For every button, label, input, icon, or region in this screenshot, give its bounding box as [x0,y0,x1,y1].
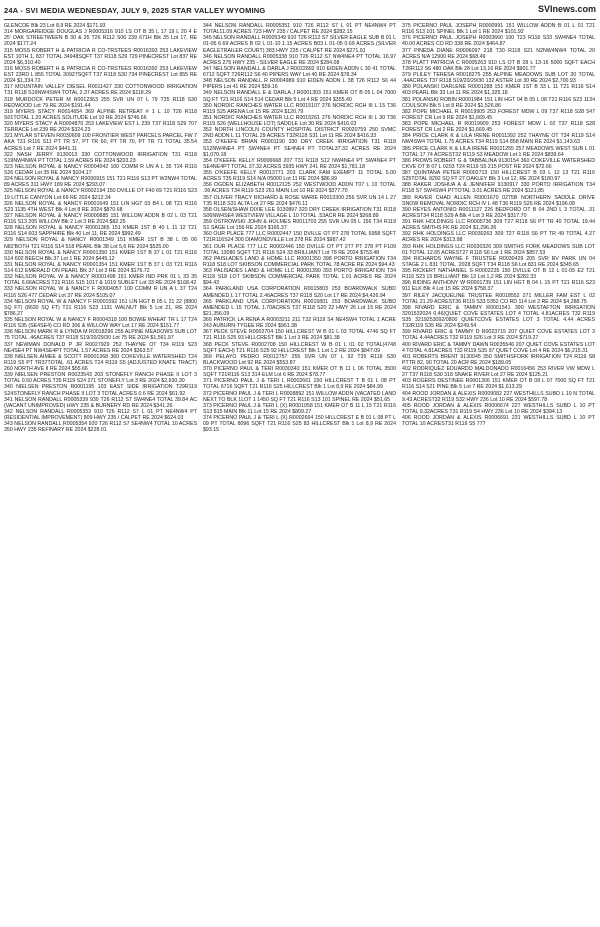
tax-listing-entry: 391 RHK HOLDINGS LLC R0005736 309 T27 R118 S6 PT TR 40 TOTAL 19.44 ACRES SMITHS FK RE 2024 $1,296.36 [402,219,595,232]
tax-listing-entry: 343 NELSON RANDALL R0005354 920 T26 R112 S7 SE4NW4 TOTAL 10 ACRES 350 HWY 235 REFINARY RE 2024 $228.01 [4,421,197,434]
tax-listing-entry: GLENCOE Blk 23 Lot 8,9 RE 2024 $171.93 [4,23,106,29]
tax-listing-entry: 379 PLILEY TERESA R0018275 255 ALPINE MEADOWS SUB LOT 30 TOTAL .44ACRES T37 R118 S19/20/29/30 132 ASTER Lot 30 RE 2024 $2,700.93 [402,72,595,85]
tax-listing-entry: 358 OLSEN/SHAW DIXIE LEE 9130897 320 DRY CREEK IRRIGATION T31 R118 S06NW4SE4 WESTVIEW VILLAGE L 10 TOTAL .53ACR RE 2024 $268.89 [203,206,396,219]
header-section-date: 24A - SVI MEDIA WEDNESDAY, JULY 9, 2025 STAR VALLEY WYOMING [4,6,266,15]
tax-listing-entry: 319 MYERS STACY R0014654 369 ALPINE RETREAT # 1 L 10 T26 R118 S01TOTAL 1.20 ACRES SOLITUDE Lot 10 RE 2024 $746.66 [4,108,197,121]
column-3 [402,23,595,923]
tax-listing-entry: 341 NELSON RANDALL R0005339 930 T26 R112 S7 SW4NE4 TOTAL 39.84 AC (VACANT UNIMPROVED) HWY 235 & BURNERY RD RE 2024 $341.26 [4,396,197,409]
tax-listing-entry: 386 PROWS ROBERT G & TABBALINA 9130154 360 COKEVILLE WATERSHED CKVE OT B 07 L 0203 T24 R119 S5 215 POST RE 2024 $72.66 [402,157,595,170]
tax-listing-entry: 329 NELSON ROYAL & NANCY R0001349 151 KMER 1ST B 38 L 05 06 N82'BOTH T21 R116 S14 518 PEARL Blk 38 Lot 5,6 RE 2024 $525.00 [4,237,197,250]
tax-listing-entry: 395 RICKERT NATHANIEL S R0002235 150 DVILLE OT B 12 L 01-05 E2 T21 R116 S23 15 BRILLIANT Blk 12 Lot 1,2 RE 2024 $282.33 [402,268,595,281]
tax-listing-entry: 326 NELSON ROYAL & NANCY R0001649 151 LIN HGT 03 B4 L 08 T21 R116 S23 1135 4TH WEST Blk 4 Lot 8 RE 2024 $870.68 [4,200,197,213]
tax-listing-entry: 383 POPE MICHAEL R R0019909 253 FOREST MDW L 02 T37 R118 S28 FOREST CR Lot 2 RE 2024 $1,669.45 [402,121,595,134]
tax-listing-entry: 380 POLANSKI DARLENE R0001288 151 KMER 1ST B 33 L 11 T21 R116 S14 403 PEARL Blk 33 Lot 11 RE 2024 $1,325.18 [402,84,595,97]
tax-listing-entry: 325 NELSON ROYAL & NANCY R0002194 150 DVILLE OT F40 69 T21 R116 S23 19 LITTLE CANYON Lot 69 RE 2024 $212.34 [4,188,197,201]
tax-listing-entry: 318 MURDOCK PETER M R0012363 255 SVR UN 07 L 79 T35 R118 S30 REDWOOD Lot 79 RE 2024 $191.44 [4,96,197,109]
tax-listing-entry: 346 NELSON RANDALL R0005338 910 T26 R112 S7 NW4NE4 PT TOTAL 16.97 ACRES 275 HWY 235 - SILVER EAGLE RE 2024 $284.08 [203,53,396,66]
tax-listing-entry: 352 NORTH LINCOLN COUNTY HOSPITAL DISTRICT R0020759 250 SVMC 2ND ADDN L 11 TOTAL 29 ACRES T32R118 S31 Lot 11 RE 2024 $416.33 [203,127,396,140]
tax-listing-entry: 317 MOUNTAIN VALLEY DIESEL R0011427 330 COTTONWOOD IRRIGATION T31 R118 S19NW4SW4 TOTAL 2.37 ACRES RE 2024 $118.29 [4,84,197,97]
tax-listing-entry: 355 O'KEEFE KELLY R0013771 203 CLARK FAM EXEMPT 11 TOTAL 5.00 ACRES T35 R119 S14 N/A 05000 Lot 11 RE 2024 $86.99 [203,170,396,183]
tax-listing-entry: 396 RIDING ANTHONY W R0001739 151 LIN HGT B 04 L 15 PT T21 R116 S23 911 ELK Blk 4 Lot 15 RE 2024 $758.37 [402,280,595,293]
tax-listing-entry: 324 NELSON ROYAL & NANCY R0000915 151 T21 R116 S13 PT W2NW4 TOTAL 89 ACRES 311 HWY 189 RE 2024 $293.07 [4,176,197,189]
tax-listing-entry: 321 MYLAR STEVEN R0030609 100 FRONTIER WEST PARCELS PARCEL FW 7 AKA T31 R116 S11 PT TR 57, PT TR 60, PT TR 70, PT TR 71 TOTAL 35.54 ACRES Lot 7 RE 2024 $441.11 [4,133,197,152]
tax-listing-entry: 339 NIELSEN PRESTON R0023543 203 STONEFLY RANCH PHASE II LOT 3 TOTAL 0.50 ACRES T35 R119 S24 271 STONEFLY Lot 3 RE 2024 $2,630.30 [4,372,197,385]
tax-listing-entry: 403 ROGERS DESTINEE R0001306 151 KMER OT B 08 L 07 7000 SQ FT T21 R116 S14 521 PINE Blk 5 Lot 7 RE 2024 $1,613.29 [402,378,595,391]
tax-listing-entry: 405 ROOD JORDAN & ALEXIS R0006674 227 WESTHILLS SUBD L 10 PT TOTAL 9.32ACRES T31 R119 S4 HWY 236 Lot 10 RE 2024 $394.13 [402,402,595,415]
page-header [4,4,596,18]
tax-listing-entry: 387 QUINTANA PETER R0002713 150 HILLCREST B 03 L 12 13 T21 R116 S25TOTAL 9292 SQ FT 27 OAKLEY Blk 3 Lot 12, RE 2024 $180.97 [402,170,595,183]
tax-listing-entry: 342 NELSON RANDALL R0005353 910 T26 R112 S7 L 01 PT NE4NW4 PT (RESIDENTIAL IMPROVEMENT) 809 HWY 235 / CALPET RE 2024 $624.03 [4,408,197,421]
tax-listing-entry: 348 NELSON RANDALL R R0004989 910 EIDEN ADDN L 38 T26 R112 S6 44 PIPERS Lot 41 RE 2024 $59.16 [203,78,396,91]
tax-listing-entry: 372 PICERNO PAUL J & TERI L R0008892 151 WILLOW ADDN (VACATED LAND NEXT TO BLK 1LOT 1 1450 SQ FT T21 R116 S13 101 SPINEL RE 2024 $51.65 [203,390,396,403]
tax-listing-entry: 360 OUR PLACE 777 LLC R0002447 150 DVILLE OT PT 278 TOTAL 6958 SQFT T21R116S24 300 DIAMONDVILLE Lot 278 RE 2024 $987.42 [203,231,396,244]
tax-listing-entry: 404 ROOD JORDAN & ALEXIS R0009082 227 WESTHILLS SUBD L 10 N TOTAL 9.43 ACREST32 R119 S32 HWY 236 Lot 10 RE 2024 $597.78 [402,390,595,403]
tax-listing-entry: 354 O'KEEFE KELLY R0006668 207 T31 R118 S12 NW4NE4 PT SW4NE4 PT SE4NE4PT TOTAL 37.32 ACRES 3935 HWY 241 RE 2024 $1,781.18 [203,157,396,170]
tax-listing-entry: 340 NIELSEN PRESTON R0001195 103 EAST SIDE IRRIGATION T29R119 S24STONEFLY RANCH PHASE II LOT 3 TOTAL ACRES 0.6 RE 2024 $61.92 [4,384,197,397]
legal-notice-columns [4,23,596,923]
tax-listing-entry: 374 PICERNO PAUL J & TERI L (X) R0002664 150 HILLCREST E B 01 L 08 PT L 09 PT TOTAL 8096 SQFT T21 R116 S25 83 HILLCREST Blk 1 Lot 8,9 RE 2024 $93.15 [203,415,396,434]
tax-listing-entry: 370 PICERNO PAUL & TERI R0030340 151 KMER OT B 11 L 06 TOTAL 3500 SQFT T21R116 S13 314 ELM Lot 6 RE 2024 $78.77 [203,366,396,379]
tax-listing-entry: 389 RAVER CHAD ALLEN R0001670 0275B NORTHERN SADDLE DRIVE SNOW REMOVAL NORDIC RCH IV L 48 T36 R119 S26 RE 2024 $196.08 [402,194,595,207]
tax-listing-entry: 377 PINEDA DIANE R0006097 218 T30 R118 S21 N2NW4NW4 TOTAL 20 ACRES N/A 12900 RE 2024 $68.49 [402,47,595,60]
tax-listing-entry: 369 PELAYO PEDRO R0012757 255 SVR UN 07 L 92 T35 R118 S30 BLACKWOOD Lot 92 RE 2024 $553.87 [203,353,396,366]
tax-listing-entry: 353 O'KEEFE BRIAN R0001190 330 DRY CREEK IRRIGATION T31 R118 S12NW4NE4 PT SW4NE4 PT SE4NE4 PT TOTAL37.32 ACRES RE 2024 $1,070.18 [203,139,396,158]
tax-listing-entry: 392 RHK HOLDINGS LLC R0030263 309 T27 R118 S6 PT TR 49 TOTAL 4.27 ACRES RE 2024 $313.98 [402,231,595,244]
tax-listing-entry: 333 NELSON ROYAL W & NANCY F R0004057 100 COMM R UN A L 37 T24 R116 S26 477 CEDAR Lot 37 RE 2024 $105.07 [4,286,197,299]
tax-listing-entry: 388 RAKER JOSHUA A & JENNIFER 9130917 330 PORTO IRRIGATION T34 R118 S7 SW4SW4 PTTOTAL 3.01 ACRES RE 2024 $121.85 [402,182,595,195]
tax-listing-entry: 401 ROBERTS BRENT 9130045 350 SMITHSFORK IRRIGATION T24 R119 S8 PTTR 82, 90 TOTAL 20 ACR RE 2024 $189.05 [402,353,595,366]
tax-listing-entry: 347 NELSON RANDALL & DARLA J R0022892 910 EIDEN ADDN L 30 41 TOTAL 6712 SQFT T26R112 S6 40 PIPERS WAY Lot 40 RE 2024 $78.34 [203,65,396,78]
tax-listing-entry: 359 OSTROWSKI JOHN & HOLMES R0011703 255 SVR UN 05 L 156 T34 R119 S1 SAGE Lot 156 RE 2024 $165.37 [203,219,396,232]
tax-listing-entry: 361 OUR PLACE 777 LLC R0002446 150 DVILLE OT PT 277 PT 278 PT F109 TOTAL 13080 SQFT T21 R116 S24 33 BRILLIANT Lot 78 RE 2024 $753.48 [203,243,396,256]
header-site-name: SVInews.com [537,4,596,14]
tax-listing-entry: 390 REYES ANTONIO R0011127 226 BEDFORD OT B 04 2ND L 3 TOTAL .31 ACREST34 R118 S29 A Blk 4 Lot 3 RE 2024 $317.70 [402,206,595,219]
tax-listing-entry: 345 NELSON RANDALL R0005349 910 T26 R112 S7 SILVER EAGLE SUB B 01 L 01-05 6.69 ACRES B 02 L 01-10 1.15 ACRES B03 L 01-05 0.69 ACRES (SILVER EAGLETRAILER COURT) 383 HWY 235 / CALPET RE 2024 $271.91 [203,35,396,54]
tax-listing-entry: 337 NEWMAN DONALD P JR R0027929 252 THAYNE OT T34 R119 S23 NE4SE4 PT NW4SE4PT TOTAL 1.57 ACRES RE 2024 $363.57 [4,341,197,354]
tax-listing-entry: 398 RIVARD ERIC & TAMMY R0001541 390 WESTAFTON IRRIGATION 3201532024 0.46(QUIET COVE ESTATES LOT 4 TOTAL 4.81ACRES T32 R119 S35 3219253092/0800 QUIETCOVE ESTATES LOT 3 TOTAL 4.44 ACRES T32R119 S35 RE 2024 $249.54 [402,304,595,330]
tax-listing-entry: 373 PICERNO PAUL J & TERI L (X) R0001058 151 KMER OT B 11 L 15 T21 R116 S13 815 MAIN Blk 11 Lot 15 RE 2024 $809.27 [203,402,396,415]
tax-listing-entry: 399 RIVARD ERIC & TAMMY D R0023715 207 QUIET COVE ESTATES LOT 3 TOTAL 4.44ACRES T32 R119 S26 Lot 3 RE 2024 $719.27 [402,329,595,342]
tax-listing-entry: 381 POLANSKI ROBIN R0001984 151 LIN HGT 04 B 05 L 08 T21 R116 S23 1134 COULSON Blk 5 Lot 8 RE 2024 $1,526.86 [402,96,595,109]
tax-listing-entry: 349 NELSON RANDALL E & DARLA J R0001303 151 KMER OT B 05 L 04 7000 SQ FT T21 R116 S14 514 CEDAR Blk 5 Lot 4 RE 2024 $355.40 [203,90,396,103]
tax-listing-entry: 362 PAISLADES LAND & HOME LLC R0001350 398 PORTO IRRIGATION T34 R118 S18 LOT SKIBSON COMMERCIAL PARK TOTAL 78 ACRE RE 2024 $94.43 [203,255,396,268]
tax-listing-entry: 393 RHK HOLDINGS LLC R0030326 309 SMITHS FORK MEADOWS SUB LOT 01 TOTAL 12.65 ACREST27 R118 S6 Lot 1 RE 2024 $857.53 [402,243,595,256]
tax-listing-entry: 356 OGDEN ELIZABETH R0012125 252 WESTWOOD ADDN T07 L 10 TOTAL .06 ACRES T34 R119 S23 261 MAIN Lot 10 RE 2024 $377.70 [203,182,396,195]
tax-listing-entry: 385 PRICE CLARK K & LILA IRENE R0021255 257 MEADOWS WEST SUB L 01 TOTAL 17.74 ACREST32 R119 S3 MEADOW Lot 1 RE 2024 $839.64 [402,145,595,158]
tax-listing-entry: 350 NORDIC RANCHES WATER LLC R0015107 276 NORDIC RCH III L 15 T36 R119 S25 ARENA Lot 15 RE 2024 $120.79 [203,102,396,115]
tax-listing-entry: 331 NELSON ROYAL & NANCY R0001354 151 KMER 1ST B 37 L 03 T21 R116 S14 612 EMERALD ON PEARL Blk 37 Lot 3 RE 2024 $176.72 [4,261,197,274]
tax-listing-entry: 406 ROOD JORDAN & ALEXIS R0006691 231 WESTHILLS SUBD L 10 PT TOTAL 10 ACREST31 R119 S5 777 [402,415,595,428]
column-2 [203,23,396,923]
tax-listing-entry: 351 NORDIC RANCHES WATER LLC R0015261 276 NORDIC RCH III L 30 T36 R119 S26 (WELLHOUSE LOT) SADDLE Lot 30 RE 2024 $416.03 [203,114,396,127]
tax-listing-entry: 367 PECK STEVE R0002704 150 HILLCREST W B 01 L 03 TOTAL 4746 SQ FT T21 R116 S25 93 HILLCREST Blk 1 Lot 3 RE 2024 $81.38 [203,329,396,342]
header-divider [4,19,596,20]
tax-listing-entry: 384 PRICE CLARK K & LILA IRENE R0011392 252 THAYNE OT T34 R119 S14 NW4SW4 TOTAL 1.75 ACRES T34 R119 S14 858 MAIN RE 2024 $1,143.63 [402,133,595,146]
tax-listing-entry: 323 NELSON ROYAL & NANCY R0004042 100 COMM R UN A L 35 T24 R116 S26 CEDAR Lot 35 RE 2024 $104.17 [4,163,197,176]
tax-listing-entry: 344 NELSON RANDALL R0005351 910 T26 R112 S7 L 01 PT NE4NW4 PT TOTAL11.09 ACRES 723 HWY 235 / CALPET RE 2024 $282.15 [203,23,396,36]
tax-listing-entry: 375 PICERNO PAUL JOSEPH R0000991 151 WILLOW ADDN B 01 L 01 T21 R116 S13 101 SPINEL Blk 1 Lot 1 RE 2024 $101.92 [402,23,595,36]
tax-listing-entry: 314 MORGAREIDGE DOUGLAS J R0005316 910 LS OT B 35 L 17 19 L 20 4 E 25' OAK STREETWEEN B 30 & 35 T26 R112 S06 239 671H Blk 35 Lot 17, RE 2024 $177.24 [4,29,197,48]
tax-listing-entry: 368 PECK STEVE R0002708 150 HILLCREST W B 01 L 01 02 TOTAL(4748 SQFT EACH) T21 R116 S25 92 HILLCREST Blk 1 Lot 1,2 RE 2024 $847.09 [203,341,396,354]
tax-listing-entry: 330 NELSON ROYAL & NANCY R0001350 151 KMER 1ST B 37 L 01 T21 R116 S14 602 BEECH Blk 37 Lot 1 RE 2024 $445.12 [4,249,197,262]
tax-listing-entry: 335 NELSON ROYAL W & NANCY F R0004318 100 BOWIE WHEAT TR L 17 T24 R116 S35 (SE4SE4) CO RD 306 & WILLOW WAY Lot 17 RE 2024 $151.77 [4,317,197,330]
tax-listing-entry: 394 RICHARDS WAYNE F TRUSTEE R0030429 205 SVR RV PARK UN 04 STAGE 2 L 831 TOTAL .2028 SQFT T34 R118 S6 Lot 831 RE 2024 $345.65 [402,255,595,268]
tax-listing-entry: 365 PARKLAND USA CORPORATION R0015801 253 BOARDWALK SUBD AMENDED L 15 TOTAL 1.70ACRES T37 R118 S20 22 HWY 26 Lot 15 RE 2024 $21,356.09 [203,298,396,317]
tax-listing-entry: 376 PICERNO PAUL JOSEPH R0003660 100 T23 R116 S33 SW4NE4 TOTAL 40.00 ACRES CO RD 338 RE 2024 $464.87 [402,35,595,48]
tax-listing-entry: 322 NASH JERRY 9130013 330 COTTONWOOD IRRIGATION T31 R118 S19NW4NW4 PT TOTAL 1.59 ACRES RE 2024 $203.23 [4,151,197,164]
tax-listing-entry: 357 OLIVER TRACY RICHARD & ROSE MARIE R0013300 256 SVR UN 14 L 27 T35 R118 S31 ALTA Lot 27 RE 2024 $476.11 [203,194,396,207]
tax-listing-entry: 336 NELSON MARK R & LYNDA M R0018296 255 ALPINE MEADOWS SUB LOT 75 TOTAL .46ACRES T37 R118 S19/20/29/30 Lot 75 RE 2024 $1,561.97 [4,329,197,342]
tax-listing-entry: 371 PICERNO PAUL J & TERI L R0002661 150 HILLCREST T B 01 L 08 PT TOTAL 6716 SQFT T21 R116 S25 HILLCREST Blk 1 Lot 8,9 RE 2024 $84.99 [203,378,396,391]
tax-listing-entry: 382 POPE MICHAEL R R0019905 253 FOREST MDW L 09 T37 R118 S28 547 FOREST CR Lot 9 RE 2024 $1,669.45 [402,108,595,121]
tax-listing-entry: 328 NELSON ROYAL & NANCY R0001365 151 KMER 1ST B 40 L 11 12 T21 R116 S14 603 SAPPHIRE Blk 40 Lot 11, RE 2024 $992.49 [4,225,197,238]
tax-listing-entry: 334 NELSON ROYAL W & NANCY F R0001592 151 LIN HGT B 05 L 21 22 (8800 SQ FT) (8630 SQ FT) T21 R116 S23 1131 WALNUT Blk 5 Lot 21, RE 2024 $786.27 [4,298,197,317]
tax-listing-entry: 327 NELSON ROYAL & NANCY R0000885 151 WILLOW ADDN B 02 L 03 T21 R116 S13 205 WILLOW Blk 2 Lot 3 RE 2024 $82.25 [4,212,197,225]
tax-listing-entry: 316 MOSS ROBERT H & PATRICIA R CO-TRSTEES R0016392 253 LAKEVIEW EST 23RD L 855 TOTAL 30927SQFT T37 R118 S30 734 PINECREST Lot 855 RE 2024 $1,334.72 [4,65,197,85]
tax-listing-entry: 315 MOSS ROBERT H & PATRICIA R CO-TRSTEES R0016393 253 LAKEVIEW EST 10TH 1, 837 TOTAL 34948SQFT T37 R118 S29 729 PINECREST Lot 837 RE 2024 $6,310.40 [4,47,197,66]
tax-listing-entry: 332 NELSON ROYAL W & NANCY R0001498 151 KMER IND PRK 01 L 33 35 TOTAL 6.66ACRES T21 R116 S15 1017 & 1019 SUBLET Lot 33 RE 2024 $168.42 [4,274,197,287]
tax-listing-entry: 397 RILEY JACQUELINE TRUSTEE R0018552 271 MILLER FAM EST L 02 TOTAL 21.29 ACREST36 R119 S33 5352 CO RD 114 Lot 2 RE 2024 $4,288.75 [402,292,595,305]
tax-listing-entry: 320 MYERS STACY A R0004870 253 LAKEVIEW EST L 239 T37 R118 S29 707 TERRACE Lot 239 RE 2024 $324.23 [4,121,197,134]
tax-listing-entry: 364 PARKLAND USA CORPORATION R0015803 253 BOARDWALK SUBD AMENDED L 17 TOTAL 2.46ACRES T37 R118 S20 Lot 17 RE 2024 $4,426.94 [203,286,396,299]
tax-listing-entry: 400 RIVARD ERIC & TAMMY DAWN R0035546 207 QUIET COVE ESTATES LOT 4 TOTAL 4.81ACRES T32 R119 S35 97 QUIET COVE Lot 4 RE 2024 $6,215.31 [402,341,595,354]
tax-listing-entry: 338 NIELSEN AIMEE & SCOTT R0001368 360 COKEVILLE WATERSHED T24 R119 S5 PT TR37TOTAL .61 ACRES T24 R119 S5 (ADJUSTED KNATE TRACT) 260 NORTH AVE II RE 2024 $55.66 [4,353,197,372]
column-1 [4,23,197,923]
tax-listing-entry: 363 PALISADES LAND & HOME LLC R0001390 393 PORTO IRRIGATION T34 R118 S18 LOT SKIBSON COMMERCIAL PARK TOTAL 1.01 ACRES RE 2024 $94.43 [203,268,396,287]
tax-listing-entry: 402 RODRIQUEZ EDUARDO MALDONADO R0016456 253 RIVER VW MDW L 27 T37 R118 S30 318 SNAKE RIVER Lot 27 RE 2024 $125.21 [402,366,595,379]
tax-listing-entry: 366 PATRICK LA RENA A R0003211 211 T32 R119 S4 NE4SW4 TOTAL 1 ACRE 243 AUBURN-TYGEE RE 2024 $961.38 [203,317,396,330]
tax-listing-entry: 378 PLATT PATRICIA C R0005263 910 LS OT B 28 L 13-16 5000 SQFT EACH T26R112 S6 480 OAK Blk 28 Lot 13,16 RE 2024 $901.77 [402,59,595,72]
